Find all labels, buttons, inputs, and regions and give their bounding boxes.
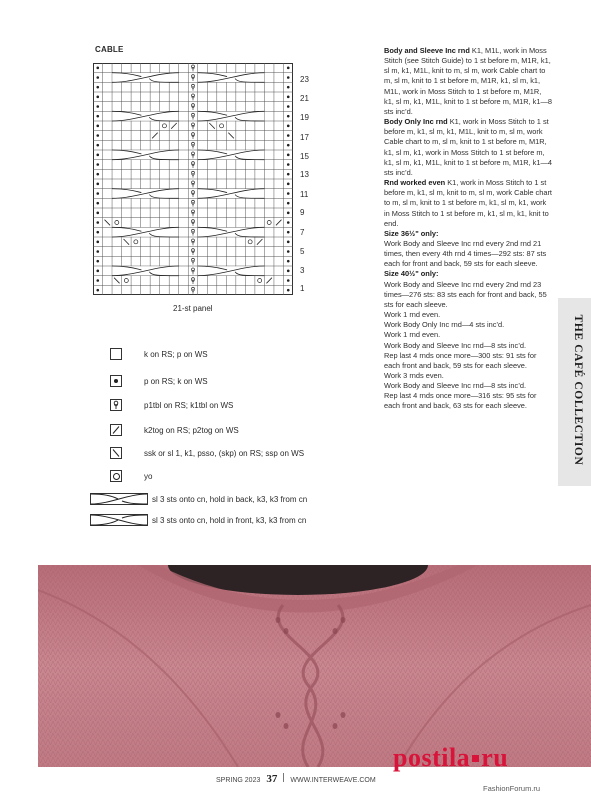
purl-dot [287,183,290,186]
website-label: WWW.INTERWEAVE.COM [290,777,376,784]
twisted-stitch-icon [110,399,122,411]
size-heading: Size 40½" only: [384,269,439,279]
purl-dot [96,279,99,282]
legend-item-cable-back [88,491,307,507]
instruction-paragraph: Work Body and Sleeve Inc rnd every 2nd rnd 23 times—276 sts: 83 sts each for front and back, 55 sts for each sleeve. [384,279,547,309]
instruction-paragraph: Work Body and Sleeve Inc rnd—8 sts inc’d. [384,381,526,391]
purl-dot [96,67,99,70]
sweater-photo [38,565,591,767]
panel-label: 21-st panel [173,304,213,313]
purl-dot [96,183,99,186]
legend-text: k2tog on RS; p2tog on WS [144,425,239,435]
purl-dot [96,105,99,108]
legend-text: sl 3 sts onto cn, hold in front, k3, k3 from cn [152,515,307,525]
purl-dot [96,221,99,224]
purl-dot [96,154,99,157]
yo-circle-icon [110,470,122,482]
legend-text: ssk or sl 1, k1, psso, (skp) on RS; ssp on WS [144,448,305,458]
page-footer [216,773,376,785]
purl-dot [96,202,99,205]
purl-dot [287,260,290,263]
legend-item-k2tog [88,422,239,438]
purl-dot [96,163,99,166]
cable-chart [93,63,293,295]
row-number: 15 [300,152,309,161]
purl-dot [96,260,99,263]
cable-back-icon [90,493,148,505]
purl-dot [287,270,290,273]
legend-text: k on RS; p on WS [144,349,208,359]
legend-item-ssk [88,445,304,461]
purl-dot [287,115,290,118]
purl-dot [287,125,290,128]
purl-dot [96,270,99,273]
purl-dot [287,134,290,137]
row-number: 3 [300,266,305,275]
purl-dot [287,154,290,157]
legend-text: p on RS; k on WS [144,376,208,386]
purl-dot [287,96,290,99]
legend-item-purl [88,373,208,389]
instruction-paragraph: Rep last 4 rnds once more—316 sts: 95 sts for each front and back, 63 sts for each sleeve. [384,391,537,411]
instruction-paragraph: Rep last 4 rnds once more—300 sts: 91 sts for each front and back, 59 sts for each sleeve. [384,350,537,370]
legend-item-cable-front [88,512,306,528]
purl-dot [96,250,99,253]
purl-dot-icon [110,375,122,387]
instruction-paragraph: Body Only Inc rnd K1, work in Moss Stitch to 1 st before m, k1, sl m, k1, M1L, knit to m, sl m, work Cable chart to m, sl m, knit to 1 st before m, M1R, k1, sl m, k1, work in Moss Stitch to 1 st before m, k1, sl m, k1, M1L, knit to 1 st before m, M1R, k1—4 sts inc’d. [384,117,552,177]
legend-text: sl 3 sts onto cn, hold in back, k3, k3 from cn [152,494,308,504]
instructions-column [384,46,552,412]
legend-item-knit [88,346,208,362]
purl-dot [96,144,99,147]
legend-item-yo [88,468,152,484]
row-number: 7 [300,228,305,237]
watermark-dot-icon [472,755,479,762]
row-number: 17 [300,133,309,142]
row-number: 11 [300,190,309,199]
watermark [393,743,541,793]
purl-dot [287,212,290,215]
purl-dot [96,231,99,234]
legend-text: yo [144,471,153,481]
section-sidebar-tab [558,298,591,486]
purl-dot [96,212,99,215]
purl-dot [287,76,290,79]
purl-dot [96,289,99,292]
issue-label: SPRING 2023 [216,777,261,784]
purl-dot [287,163,290,166]
row-number: 1 [300,284,305,293]
instruction-paragraph: Body and Sleeve Inc rnd K1, M1L, work in Moss Stitch (see Stitch Guide) to 1 st before m, M1R, k1, sl m, k1, M1L, knit to m, sl m, work Cable chart to m, sl m, knit to 1 st before m, M1R, k1, sl m, k1, M1L, work in Moss Stitch to 1 st before m, M1R, k1, sl m, k1, M1L, knit to 1 st before m, M1R, k1—8 sts inc’d. [384,46,552,116]
purl-dot [96,125,99,128]
purl-dot [287,173,290,176]
purl-dot [96,86,99,89]
instruction-paragraph: Rnd worked even K1, work in Moss Stitch to 1 st before m, k1, sl m, knit to m, sl m, work Cable chart to m, sl m, knit to 1 st before m, k1, sl m, k1, work in Moss Stitch to 1 st before m, k1, sl m, k1, knit to end. [384,178,552,228]
cable-front-icon [90,514,148,526]
purl-dot [96,115,99,118]
ssk-backslash-icon [110,447,122,459]
watermark-logo: postila ru [393,743,509,772]
row-number: 5 [300,247,305,256]
purl-dot [287,221,290,224]
purl-dot [96,241,99,244]
instruction-paragraph: Work 1 rnd even. [384,310,441,320]
purl-dot [96,134,99,137]
instruction-paragraph: Work 3 rnds even. [384,371,444,380]
purl-dot [287,241,290,244]
section-title: THE CAFÉ COLLECTION [572,314,584,466]
legend-text: p1tbl on RS; k1tbl on WS [144,400,234,410]
footer-divider [283,773,284,782]
purl-dot [287,289,290,292]
row-number: 21 [300,94,309,103]
purl-dot [287,231,290,234]
row-number: 19 [300,113,309,122]
watermark-subtext: FashionForum.ru [483,784,541,793]
purl-dot [96,192,99,195]
size-heading: Size 36½" only: [384,228,439,238]
row-number: 13 [300,170,309,179]
page-number: 37 [266,773,278,785]
purl-dot [287,86,290,89]
purl-dot [287,67,290,70]
purl-dot [96,173,99,176]
purl-dot [287,250,290,253]
instruction-paragraph: Work Body Only Inc rnd—4 sts inc’d. [384,320,505,330]
knit-symbol-icon [110,348,122,360]
purl-dot [287,202,290,205]
k2tog-slash-icon [110,424,122,436]
purl-dot [287,144,290,147]
instruction-paragraph: Work Body and Sleeve Inc rnd every 2nd rnd 21 times, then every 4th rnd 4 times—292 sts: 87 sts each for front and back, 59 sts for each sleeve. [384,238,547,269]
row-number: 23 [300,75,309,84]
chart-title: CABLE [95,45,124,54]
instruction-paragraph: Work Body and Sleeve Inc rnd—8 sts inc’d. [384,340,526,350]
purl-dot [287,192,290,195]
purl-dot [96,76,99,79]
purl-dot [96,96,99,99]
purl-dot [287,279,290,282]
purl-dot [287,105,290,108]
legend-item-p1tbl [88,397,233,413]
instruction-paragraph: Work 1 rnd even. [384,330,441,340]
row-number: 9 [300,208,305,217]
